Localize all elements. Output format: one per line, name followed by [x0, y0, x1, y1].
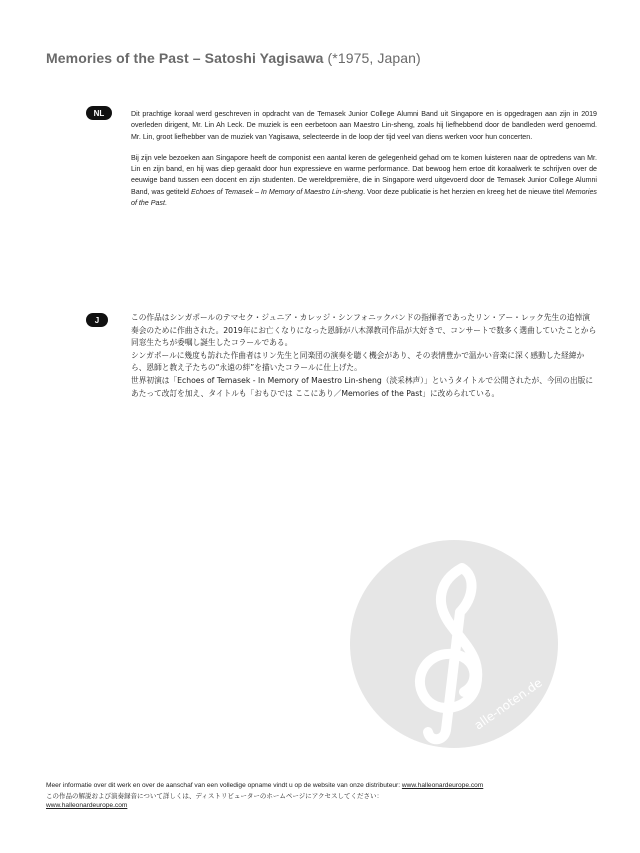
footer-nl-line	[46, 781, 601, 791]
dutch-p2-text-a: Bij zijn vele bezoeken aan Singapore heeft de componist een aantal keren de gelegenheid gehad om te komen luisteren naar de optredens van Mr. Lin en zijn band, en hij was diep geraakt door hun expressieve en warme performance. Dat bewoog hem ertoe dit koraalwerk te schrijven over de eeuwige band tussen een docent en zijn studenten. De wereldpremière, die in Singapore werd uitgevoerd door de Temasek Junior College Alumni Band, was getiteld	[131, 153, 597, 196]
footer-url-link-1[interactable]: www.halleonardeurope.com	[401, 782, 484, 789]
japanese-line-2: シンガポールに幾度も訪れた作曲者はリン先生と同楽団の演奏を聴く機会があり、その表情豊かで温かい音楽に深く感動した経緯から、恩師と教え子たちの“永遠の絆”を描いたコラールに仕上げた。	[131, 350, 585, 373]
footer-nl-text: Meer informatie over dit werk en over de aanschaf van een volledige opname vindt u op de website van onze distributeur:	[46, 782, 402, 789]
language-badge-j: J	[86, 313, 108, 327]
title-year-country: (*1975, Japan)	[327, 50, 421, 66]
japanese-line-1: この作品はシンガポールのテマセク・ジュニア・カレッジ・シンフォニックバンドの指揮者であったリン・アー・レック先生の追悼演奏会のために作曲された。2019年にお亡くなりになった恩師が八木澤教司作品が大好きで、コンサートで数多く選曲していたことから同窓生たちが委嘱し誕生したコラールである。	[131, 313, 597, 348]
title-text: Memories of the Past – Satoshi Yagisawa	[46, 50, 324, 66]
page-title	[46, 50, 421, 66]
dutch-p2-title-memories: Memories of the Past	[131, 187, 597, 208]
footer-jp-text: この作品の解説および演奏録音について詳しくは、ディストリビューターのホームページにアクセスしてください：	[46, 792, 384, 800]
dutch-p2-end: .	[164, 199, 167, 208]
watermark-text: alle-noten.de	[471, 675, 545, 733]
dutch-paragraph-2	[131, 153, 597, 209]
japanese-section	[131, 312, 597, 400]
dutch-p2-title-echoes: Echoes of Temasek – In Memory of Maestro Lin-sheng	[190, 187, 364, 196]
dutch-p2-text-b: . Voor deze publicatie is het herzien en kreeg het de nieuwe titel	[363, 187, 566, 196]
footer-url-link-2[interactable]: www.halleonardeurope.com	[46, 802, 128, 809]
dutch-paragraph-1: Dit prachtige koraal werd geschreven in opdracht van de Temasek Junior College Alumni Band uit Singapore en is opgedragen aan zijn in 2019 overleden dirigent, Mr. Lin Ah Leck. De muziek is een eerbetoon aan Maestro Lin-sheng, zoals hij liefhebbend door de bandleden werd genoemd. Mr. Lin, groot liefhebber van de muziek van Yagisawa, selecteerde in de loop der tijd veel van diens werken voor hun concerten.	[131, 110, 597, 141]
language-badge-nl: NL	[86, 106, 112, 120]
footer	[46, 781, 601, 811]
dutch-section	[131, 109, 597, 219]
treble-clef-watermark-icon	[350, 540, 558, 748]
japanese-line-3: 世界初演は「Echoes of Temasek - In Memory of Maestro Lin-sheng（淡采林声）」というタイトルで公開されたが、今回の出版にあたって改訂を加え、タイトルも「おもひでは ここにあり／Memories of the Past」に改められている。	[131, 375, 594, 398]
